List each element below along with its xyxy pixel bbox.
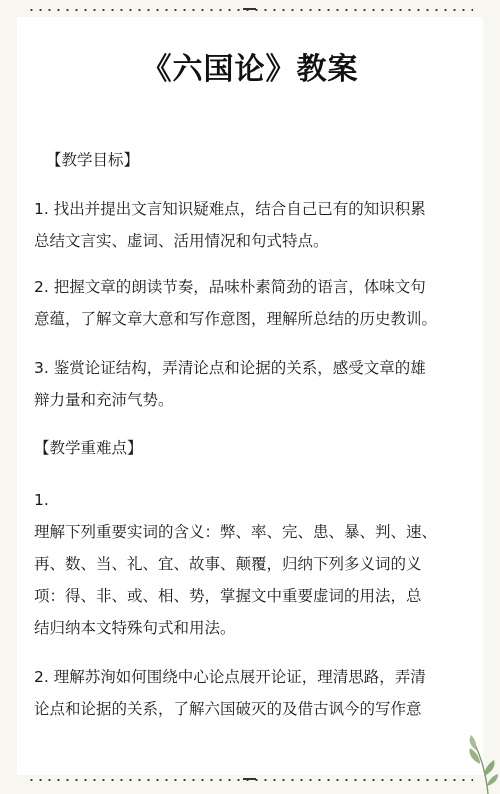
objective-1-line-1: 1. 找出并提出文言知识疑难点，结合自己已有的知识积累 bbox=[34, 200, 426, 218]
key-point-2-line-2: 论点和论据的关系，了解六国破灭的及借古讽今的写作意 bbox=[34, 700, 422, 718]
objective-3-line-2: 辩力量和充沛气势。 bbox=[34, 391, 174, 409]
objective-3-line-1: 3. 鉴赏论证结构，弄清论点和论据的关系，感受文章的雄 bbox=[34, 359, 426, 377]
objective-item-2 bbox=[34, 271, 460, 335]
document-title: 《六国论》教案 bbox=[141, 52, 359, 87]
key-point-1-line-2: 理解下列重要实词的含义：弊、率、完、患、暴、判、速、 bbox=[34, 523, 438, 541]
top-border-dash bbox=[243, 8, 256, 10]
objective-item-3 bbox=[34, 352, 460, 416]
section-heading-objectives: 【教学目标】 bbox=[46, 151, 140, 169]
key-point-item-1 bbox=[34, 484, 460, 644]
leaf-decoration-icon bbox=[460, 724, 500, 794]
objective-2-line-2: 意蕴，了解文章大意和写作意图，理解所总结的历史教训。 bbox=[34, 310, 438, 328]
objective-item-1 bbox=[34, 193, 460, 257]
key-point-1-line-5: 结归纳本文特殊句式和用法。 bbox=[34, 619, 236, 637]
key-point-item-2 bbox=[34, 661, 460, 725]
key-point-2-line-1: 2. 理解苏洵如何围绕中心论点展开论证，理清思路，弄清 bbox=[34, 668, 426, 686]
key-point-1-line-1: 1. bbox=[34, 491, 49, 509]
key-point-1-line-4: 项：得、非、或、相、势，掌握文中重要虚词的用法，总 bbox=[34, 587, 422, 605]
objective-2-line-1: 2. 把握文章的朗读节奏，品味朴素简劲的语言，体味文句 bbox=[34, 278, 426, 296]
bottom-border-dash bbox=[243, 778, 256, 780]
section-heading-key-points: 【教学重难点】 bbox=[34, 439, 143, 457]
objective-1-line-2: 总结文言实、虚词、活用情况和句式特点。 bbox=[34, 232, 329, 250]
key-point-1-line-3: 再、数、当、礼、宜、故事、颠覆，归纳下列多义词的义 bbox=[34, 555, 422, 573]
